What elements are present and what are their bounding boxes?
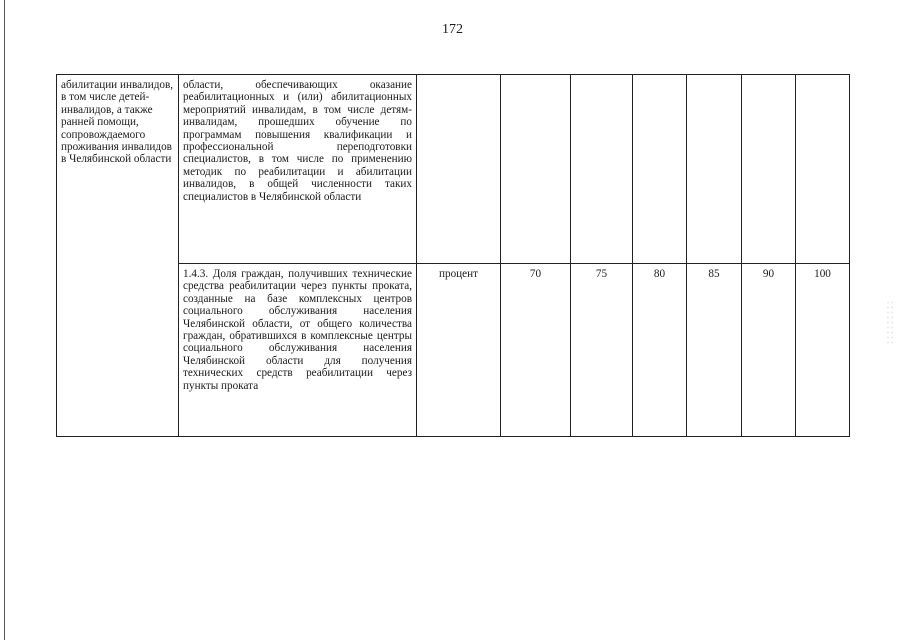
scan-noise bbox=[886, 300, 894, 346]
value-cell: 75 bbox=[571, 264, 633, 437]
value-cell: 70 bbox=[501, 264, 571, 437]
unit-cell bbox=[417, 75, 501, 264]
scan-left-border bbox=[4, 0, 5, 640]
table-row bbox=[57, 75, 850, 264]
value-cell bbox=[742, 75, 796, 264]
page-number: 172 bbox=[442, 22, 463, 37]
value-cell: 80 bbox=[633, 264, 687, 437]
value-cell bbox=[501, 75, 571, 264]
task-name-cell: абилитации инвалидов, в том числе детей-инвалидов, а также ранней помощи, сопровождаемого проживания инвалидов в Челябинской области bbox=[57, 75, 179, 437]
value-cell bbox=[633, 75, 687, 264]
indicator-name-cell: области, обеспечивающих оказание реабилитационных и (или) абилитационных мероприятий инвалидам, в том числе детям-инвалидам, прошедших обучение по программам повышения квалификации и профессиональной переподготовки специалистов, в том числе по применению методик по реабилитации и абилитации инвалидов, в общей численности таких специалистов в Челябинской области bbox=[179, 75, 417, 264]
value-cell bbox=[687, 75, 742, 264]
value-cell: 90 bbox=[742, 264, 796, 437]
value-cell bbox=[796, 75, 850, 264]
indicator-name-cell: 1.4.3. Доля граждан, получивших технические средства реабилитации через пункты проката, созданные на базе комплексных центров социального обслуживания населения Челябинской области, от общего количества граждан, обратившихся в комплексные центры социального обслуживания населения Челябинской области для получения технических средств реабилитации через пункты проката bbox=[179, 264, 417, 437]
value-cell: 100 bbox=[796, 264, 850, 437]
indicators-table bbox=[56, 74, 850, 437]
value-cell bbox=[571, 75, 633, 264]
unit-cell: процент bbox=[417, 264, 501, 437]
value-cell: 85 bbox=[687, 264, 742, 437]
